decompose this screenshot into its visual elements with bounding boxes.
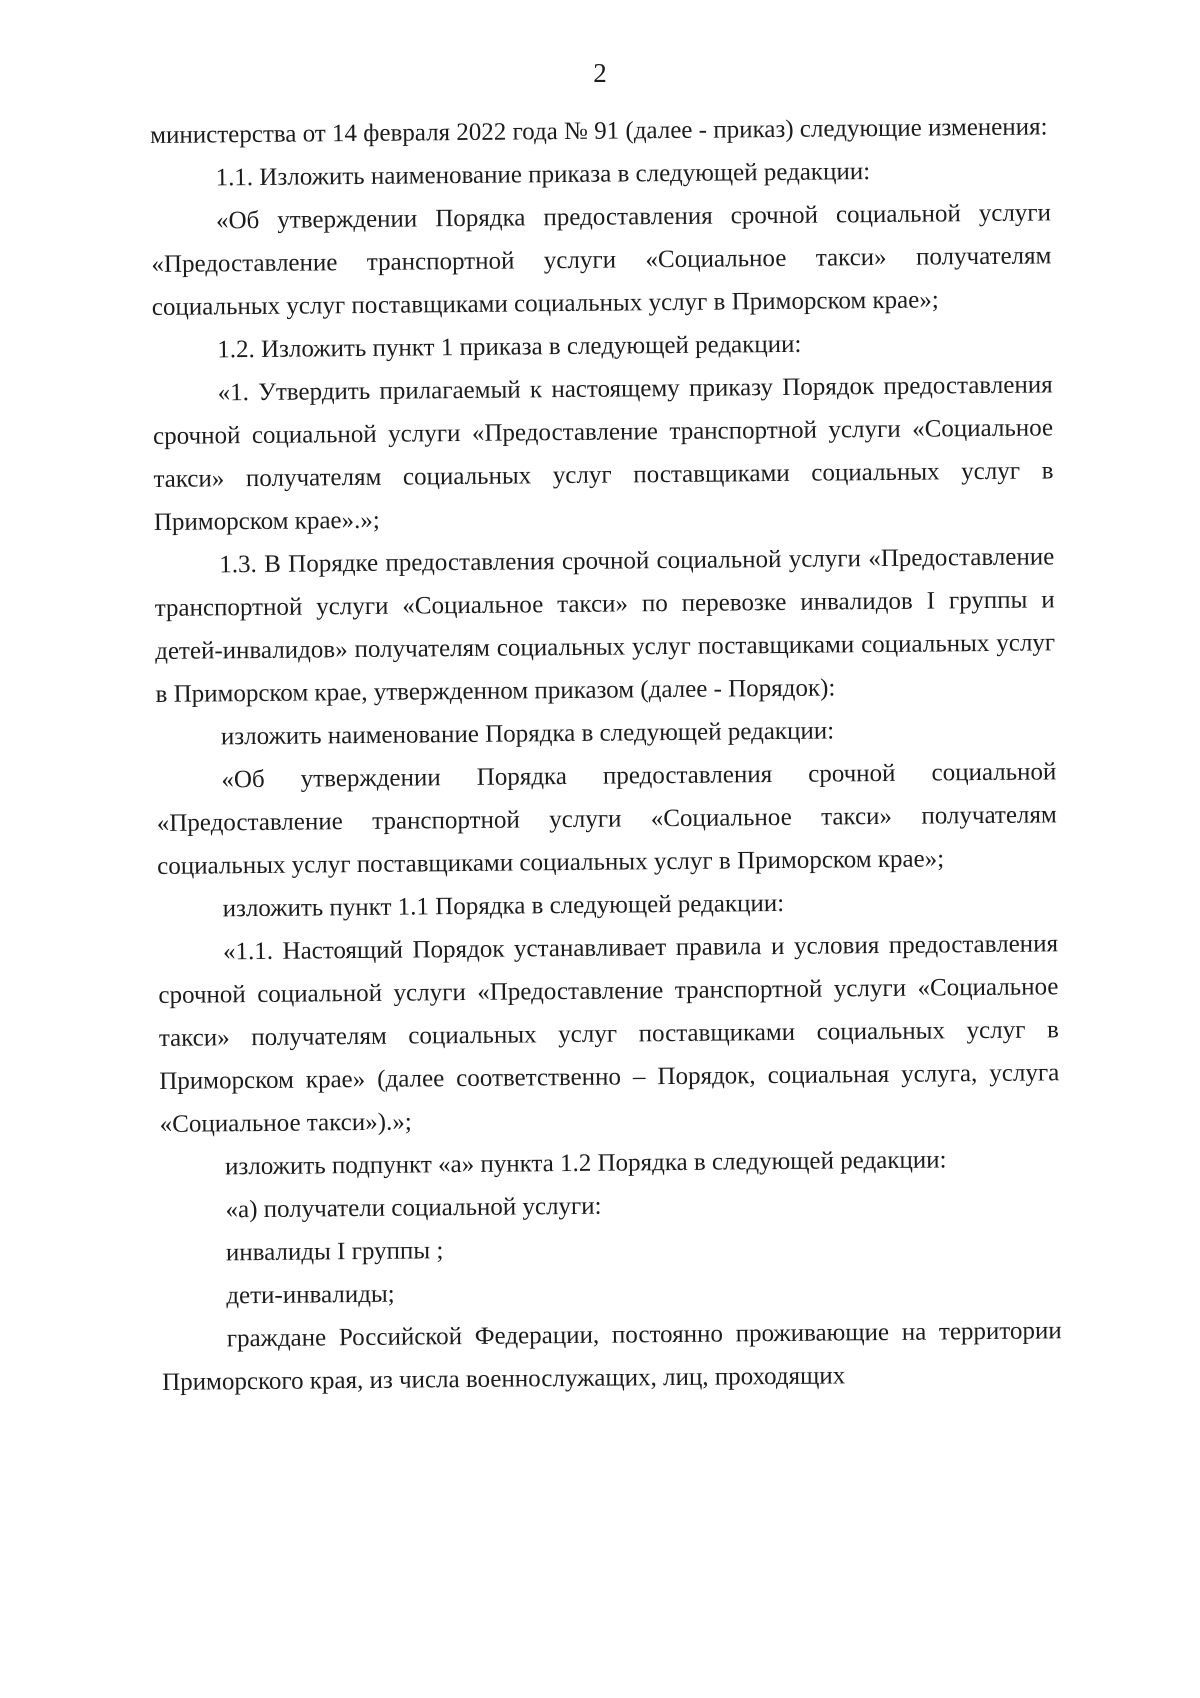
document-body: [150, 105, 1062, 1404]
paragraph-disabled-children: дети-инвалиды;: [226, 1280, 395, 1310]
paragraph-subpoint-a: изложить подпункт «а» пункта 1.2 Порядка в следующей редакции:: [224, 1146, 947, 1181]
paragraph-intro: министерства от 14 февраля 2022 года № 91 (далее - приказ) следующие изменения:: [150, 113, 1048, 149]
paragraph-1-2: 1.2. Изложить пункт 1 приказа в следующей редакции:: [217, 330, 802, 364]
paragraph-1-1: 1.1. Изложить наименование приказа в следующей редакции:: [215, 158, 871, 192]
paragraph-point-1-1: изложить пункт 1.1 Порядка в следующей редакции:: [222, 889, 785, 923]
paragraph-procedure-title: «Об утверждении Порядка предоставления срочной социальной «Предоставление транспортной услуги «Социальное такси» получателям социальных услуг поставщиками социальных услуг в Приморском крае»;: [156, 758, 1057, 880]
paragraph-order-title: «Об утверждении Порядка предоставления срочной социальной услуги «Предоставление транспортной услуги «Социальное такси» получателям социальных услуг поставщиками социальных услуг в Приморском крае»;: [151, 199, 1052, 321]
paragraph-disabled-group-1: инвалиды I группы ;: [225, 1237, 444, 1267]
paragraph-1-3: 1.3. В Порядке предоставления срочной социальной услуги «Предоставление транспортной услуги «Социальное такси» по перевозке инвалидов I группы и детей-инвалидов» получателям социальных услуг поставщиками социальных услуг в Приморском крае, утвержденном приказом (далее - Порядок):: [154, 543, 1056, 708]
paragraph-recipients: «а) получатели социальной услуги:: [225, 1192, 602, 1224]
paragraph-citizens: граждане Российской Федерации, постоянно проживающие на территории Приморского края, из числа военнослужащих, лиц, проходящих: [162, 1317, 1062, 1396]
paragraph-rename-procedure: изложить наименование Порядка в следующей редакции:: [220, 717, 835, 751]
page-number: 2: [593, 58, 607, 88]
paragraph-point-1-1-text: «1.1. Настоящий Порядок устанавливает правила и условия предоставления срочной социальной услуги «Предоставление транспортной услуги «Социальное такси» получателям социальных услуг поставщиками социальных услуг в Приморском крае» (далее соответственно – Порядок, социальная услуга, услуга «Социальное такси»).»;: [158, 930, 1060, 1138]
paragraph-approve: «1. Утвердить прилагаемый к настоящему приказу Порядок предоставления срочной социальной услуги «Предоставление транспортной услуги «Социальное такси» получателям социальных услуг поставщиками социальных услуг в Приморском крае».»;: [152, 371, 1054, 536]
